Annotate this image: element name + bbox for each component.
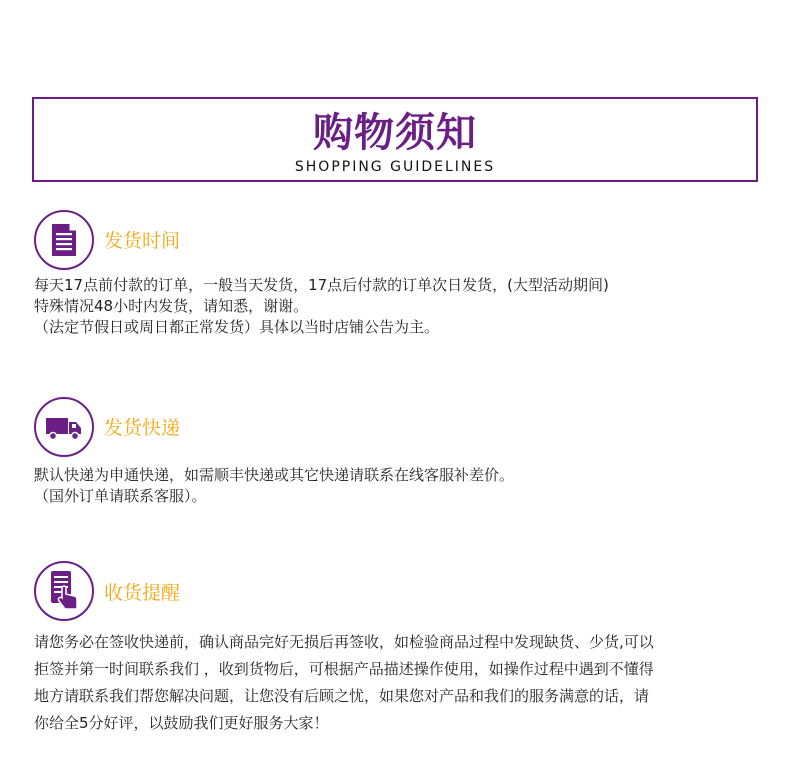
text-line: 请您务必在签收快递前，确认商品完好无损后再签收，如检验商品过程中发现缺货、少货,可以	[34, 633, 654, 651]
title-banner	[32, 97, 758, 182]
courier-text	[34, 465, 764, 507]
text-line: 默认快递为申通快递，如需顺丰快递或其它快递请联系在线客服补差价。	[34, 466, 515, 484]
text-line: （国外订单请联系客服）。	[34, 487, 207, 505]
shipping-time-text	[34, 275, 764, 338]
page-subtitle: SHOPPING GUIDELINES	[294, 159, 496, 175]
section-title-courier: 发货快递	[104, 417, 181, 439]
phone-tap-icon	[34, 561, 94, 621]
text-line: 地方请联系我们帮您解决问题，让您没有后顾之忧，如果您对产品和我们的服务满意的话，请	[34, 687, 650, 705]
section-title-shipping-time: 发货时间	[104, 230, 181, 252]
section-title-receipt-reminder: 收货提醒	[104, 582, 181, 604]
text-line: 拒签并第一时间联系我们 ，收到货物后，可根据产品描述操作使用，如操作过程中遇到不懂得	[34, 660, 654, 678]
document-list-icon	[34, 210, 94, 270]
text-line: 特殊情况48小时内发货，请知悉，谢谢。	[34, 297, 309, 315]
text-line: 你给全5分好评，以鼓励我们更好服务大家！	[34, 714, 329, 732]
text-line: 每天17点前付款的订单，一般当天发货，17点后付款的订单次日发货，(大型活动期间)	[34, 276, 609, 294]
receipt-reminder-text	[34, 629, 769, 737]
page-title: 购物须知	[313, 110, 477, 156]
delivery-truck-icon	[34, 397, 94, 457]
text-line: （法定节假日或周日都正常发货）具体以当时店铺公告为主。	[34, 318, 440, 336]
